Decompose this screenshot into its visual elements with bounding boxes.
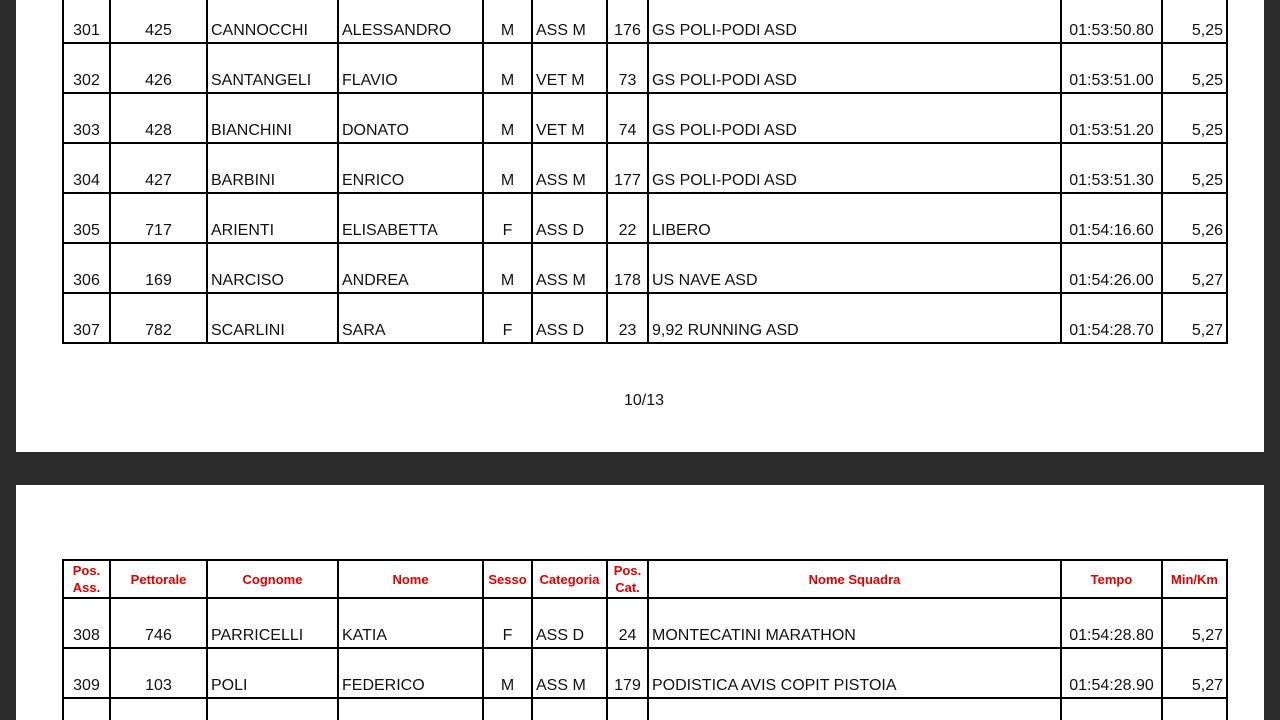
surname-cell: POLI [207,648,338,698]
time-cell: 01:53:51.30 [1061,143,1162,193]
surname-cell [207,698,338,720]
bib-cell [110,698,207,720]
bib-cell: 428 [110,93,207,143]
position-cell: 301 [63,0,110,43]
table-row [63,93,1227,143]
surname-cell: CANNOCCHI [207,0,338,43]
time-cell: 01:54:28.70 [1061,293,1162,343]
header-position-line1: Pos. [72,563,101,578]
time-cell: 01:54:16.60 [1061,193,1162,243]
team-cell: GS POLI-PODI ASD [648,43,1061,93]
time-cell: 01:54:28.80 [1061,598,1162,648]
category-position-cell: 73 [607,43,648,93]
sex-cell: M [483,648,532,698]
position-cell [63,698,110,720]
header-catpos-line2: Cat. [615,580,640,595]
bib-cell: 746 [110,598,207,648]
position-cell: 309 [63,648,110,698]
header-time: Tempo [1061,560,1162,598]
table-row [63,243,1227,293]
header-surname: Cognome [207,560,338,598]
category-position-cell: 24 [607,598,648,648]
position-cell: 306 [63,243,110,293]
category-position-cell: 74 [607,93,648,143]
header-position-line2: Ass. [72,580,101,595]
category-cell: VET M [532,93,607,143]
category-cell: ASS M [532,243,607,293]
name-cell: ENRICO [338,143,483,193]
time-cell: 01:53:51.00 [1061,43,1162,93]
results-table [62,559,1228,720]
bib-cell: 103 [110,648,207,698]
document-page-11 [16,485,1264,720]
page-number: 10/13 [623,392,665,409]
category-position-cell: 23 [607,293,648,343]
table-header-row [63,560,1227,598]
category-cell: ASS D [532,598,607,648]
team-cell: GS POLI-PODI ASD [648,93,1061,143]
category-position-cell: 177 [607,143,648,193]
position-cell: 302 [63,43,110,93]
name-cell [338,698,483,720]
time-cell: 01:53:51.20 [1061,93,1162,143]
name-cell: FLAVIO [338,43,483,93]
team-cell: MONTECATINI MARATHON [648,598,1061,648]
team-cell: 9,92 RUNNING ASD [648,293,1061,343]
header-catpos-line1: Pos. [613,563,642,578]
header-name: Nome [338,560,483,598]
sex-cell: M [483,143,532,193]
team-cell: US NAVE ASD [648,243,1061,293]
pace-cell: 5,27 [1162,598,1227,648]
category-cell: ASS M [532,0,607,43]
sex-cell: M [483,93,532,143]
header-bib: Pettorale [110,560,207,598]
name-cell: ALESSANDRO [338,0,483,43]
bib-cell: 427 [110,143,207,193]
position-cell: 303 [63,93,110,143]
name-cell: FEDERICO [338,648,483,698]
team-cell: PODISTICA AVIS COPIT PISTOIA [648,648,1061,698]
pace-cell: 5,26 [1162,193,1227,243]
header-category: Categoria [532,560,607,598]
header-category-position [607,560,648,598]
sex-cell: F [483,293,532,343]
surname-cell: NARCISO [207,243,338,293]
position-cell: 304 [63,143,110,193]
time-cell: 01:53:50.80 [1061,0,1162,43]
sex-cell: M [483,243,532,293]
position-cell: 307 [63,293,110,343]
pace-cell: 5,25 [1162,43,1227,93]
time-cell: 01:54:28.90 [1061,648,1162,698]
team-cell: GS POLI-PODI ASD [648,0,1061,43]
document-page-10 [16,0,1264,452]
name-cell: ELISABETTA [338,193,483,243]
pace-cell [1162,698,1227,720]
pace-cell: 5,27 [1162,293,1227,343]
time-cell [1061,698,1162,720]
category-position-cell [607,698,648,720]
sex-cell [483,698,532,720]
team-cell: LIBERO [648,193,1061,243]
category-cell: VET M [532,43,607,93]
name-cell: SARA [338,293,483,343]
results-table [62,0,1228,344]
sex-cell: M [483,43,532,93]
pace-cell: 5,25 [1162,0,1227,43]
table-row [63,0,1227,43]
header-position [63,560,110,598]
category-position-cell: 178 [607,243,648,293]
category-cell: ASS M [532,648,607,698]
table-row [63,193,1227,243]
category-position-cell: 176 [607,0,648,43]
category-position-cell: 22 [607,193,648,243]
header-team: Nome Squadra [648,560,1061,598]
sex-cell: F [483,193,532,243]
pace-cell: 5,27 [1162,648,1227,698]
table-row [63,143,1227,193]
pace-cell: 5,27 [1162,243,1227,293]
sex-cell: M [483,0,532,43]
name-cell: DONATO [338,93,483,143]
position-cell: 308 [63,598,110,648]
time-cell: 01:54:26.00 [1061,243,1162,293]
position-cell: 305 [63,193,110,243]
category-cell: ASS D [532,193,607,243]
header-sex: Sesso [483,560,532,598]
bib-cell: 782 [110,293,207,343]
bib-cell: 425 [110,0,207,43]
table-row [63,43,1227,93]
category-cell: ASS M [532,143,607,193]
sex-cell: F [483,598,532,648]
category-position-cell: 179 [607,648,648,698]
category-cell [532,698,607,720]
surname-cell: SCARLINI [207,293,338,343]
team-cell [648,698,1061,720]
name-cell: KATIA [338,598,483,648]
surname-cell: BIANCHINI [207,93,338,143]
surname-cell: BARBINI [207,143,338,193]
surname-cell: PARRICELLI [207,598,338,648]
category-cell: ASS D [532,293,607,343]
table-row [63,698,1227,720]
header-pace: Min/Km [1162,560,1227,598]
bib-cell: 717 [110,193,207,243]
table-row [63,293,1227,343]
team-cell: GS POLI-PODI ASD [648,143,1061,193]
table-row [63,648,1227,698]
surname-cell: SANTANGELI [207,43,338,93]
pace-cell: 5,25 [1162,93,1227,143]
bib-cell: 169 [110,243,207,293]
surname-cell: ARIENTI [207,193,338,243]
bib-cell: 426 [110,43,207,93]
table-row [63,598,1227,648]
name-cell: ANDREA [338,243,483,293]
pace-cell: 5,25 [1162,143,1227,193]
